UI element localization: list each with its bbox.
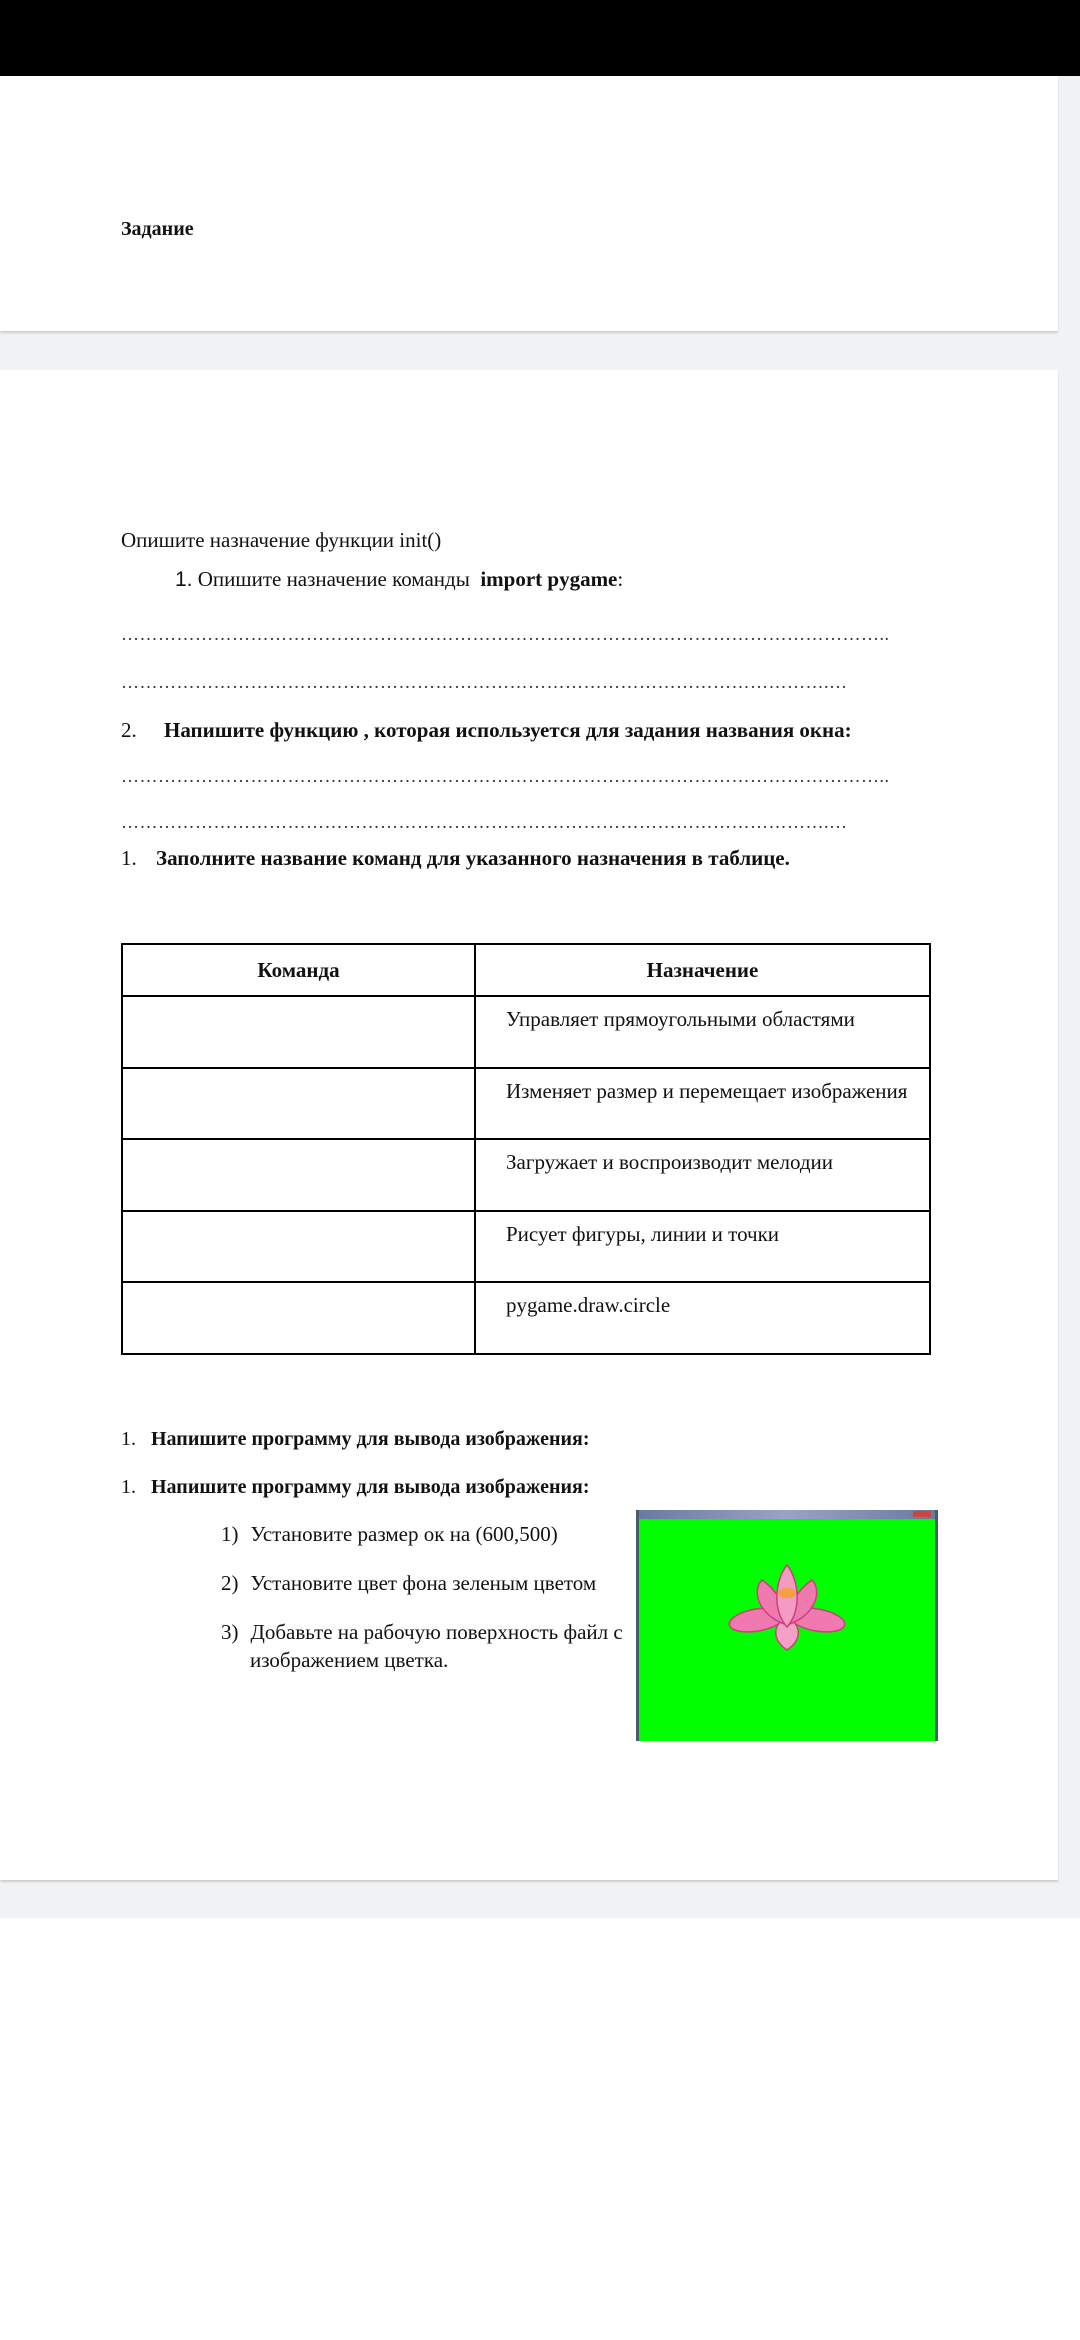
q-number: 2. <box>121 718 137 742</box>
lotus-flower-icon <box>727 1555 847 1655</box>
table-row <box>122 1211 930 1283</box>
init-question: Опишите назначение функции init() <box>121 528 442 552</box>
table-row <box>122 1068 930 1140</box>
question-program-1 <box>121 1428 590 1451</box>
status-bar <box>0 0 1080 76</box>
table-row <box>122 1282 930 1354</box>
pygame-window-screenshot <box>636 1510 938 1741</box>
header-command: Команда <box>122 944 475 996</box>
q-text: Напишите программу для вывода изображения: <box>151 1476 590 1498</box>
q-number: 1. <box>121 1476 136 1498</box>
commands-table <box>121 943 931 1355</box>
step-number: 1) <box>221 1522 239 1546</box>
step-number: 3) <box>221 1620 239 1644</box>
document-page-1 <box>0 76 1058 331</box>
table-row <box>122 996 930 1068</box>
q-number: 1. <box>121 1428 136 1450</box>
purpose-cell: Изменяет размер и перемещает изображения <box>475 1068 930 1140</box>
purpose-cell: pygame.draw.circle <box>475 1282 930 1354</box>
q-text: Напишите программу для вывода изображения: <box>151 1428 590 1450</box>
q-bold: import pygame <box>480 567 618 591</box>
table-header <box>122 944 930 996</box>
q-text: Заполните название команд для указанного назначения в таблице. <box>156 846 790 870</box>
table-row <box>122 1139 930 1211</box>
command-cell[interactable] <box>122 1068 475 1140</box>
answer-line: …………………………………………………………………………………………………….… <box>121 812 848 832</box>
step-3 <box>221 1620 623 1645</box>
step-number: 2) <box>221 1571 239 1595</box>
q-text: Напишите функцию , которая используется для задания названия окна: <box>164 718 852 742</box>
page-title: Задание <box>121 218 194 240</box>
purpose-cell: Загружает и воспроизводит мелодии <box>475 1139 930 1211</box>
answer-line: …………………………………………………………………………………………………………….. <box>121 766 890 786</box>
question-import <box>175 567 623 592</box>
step-text: Установите размер ок на (600,500) <box>250 1522 558 1546</box>
window-controls-icon <box>913 1511 931 1517</box>
q-number: 1. <box>175 568 193 591</box>
answer-line: …………………………………………………………………………………………………….… <box>121 672 848 692</box>
step-1 <box>221 1522 558 1547</box>
q-end: : <box>617 567 624 591</box>
command-cell[interactable] <box>122 996 475 1068</box>
step-3-cont: изображением цветка. <box>250 1648 449 1672</box>
purpose-cell: Рисует фигуры, линии и точки <box>475 1211 930 1283</box>
window-titlebar <box>639 1510 935 1519</box>
question-window-title <box>121 718 852 743</box>
answer-line: …………………………………………………………………………………………………………….. <box>121 624 890 644</box>
purpose-cell: Управляет прямоугольными областями <box>475 996 930 1068</box>
command-cell[interactable] <box>122 1139 475 1211</box>
command-cell[interactable] <box>122 1282 475 1354</box>
header-purpose: Назначение <box>475 944 930 996</box>
q-text: Опишите назначение команды <box>197 567 470 591</box>
command-cell[interactable] <box>122 1211 475 1283</box>
empty-area <box>0 1918 1080 2340</box>
step-text: Добавьте на рабочую поверхность файл с <box>250 1620 623 1644</box>
step-text: Установите цвет фона зеленым цветом <box>250 1571 597 1595</box>
step-2 <box>221 1571 596 1596</box>
question-program-2 <box>121 1476 590 1499</box>
q-number: 1. <box>121 846 137 870</box>
question-table <box>121 846 790 871</box>
